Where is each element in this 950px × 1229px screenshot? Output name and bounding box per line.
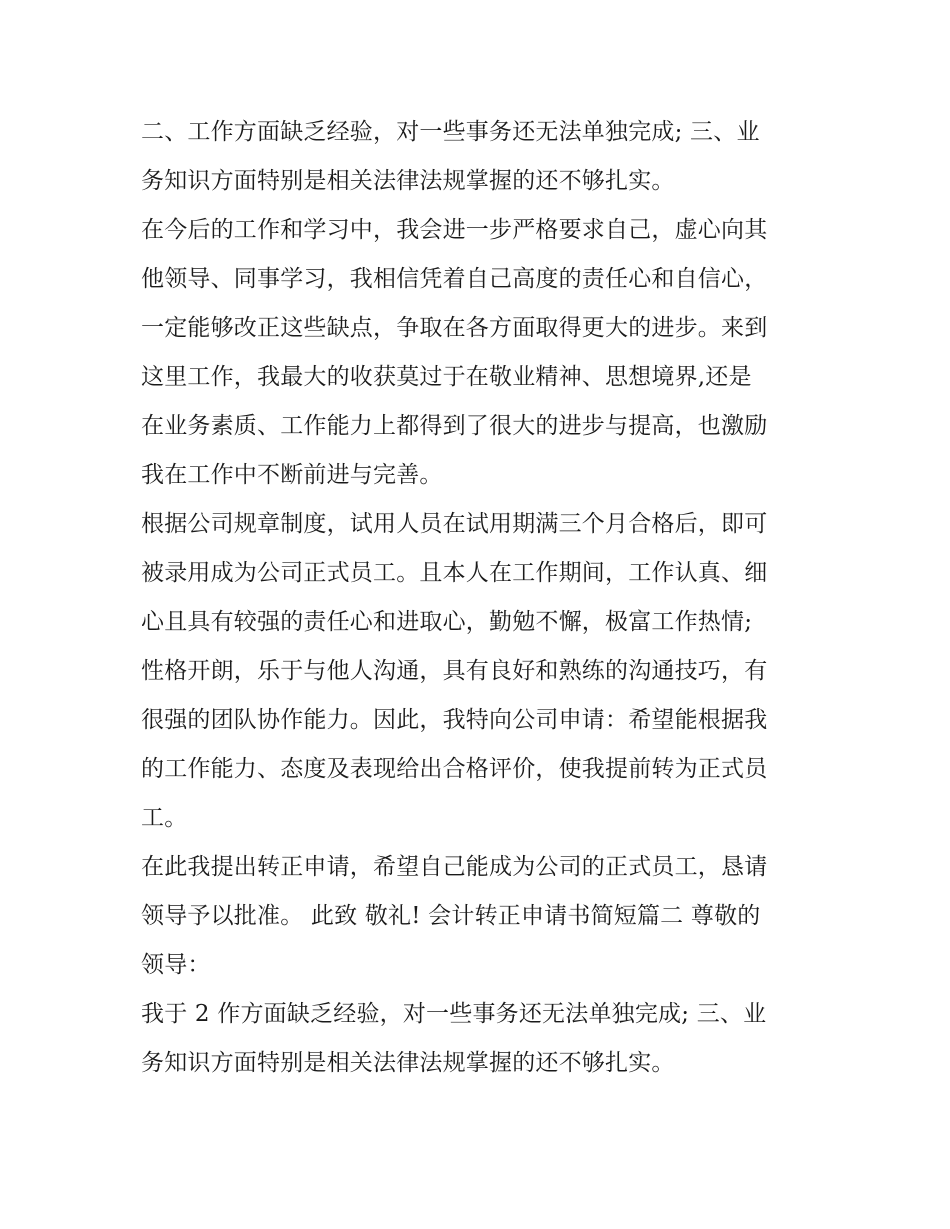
text-line: 心且具有较强的责任心和进取心，勤勉不懈，极富工作热情; bbox=[141, 609, 753, 635]
text-line: 在此我提出转正申请，希望自己能成为公司的正式员工，恳请 bbox=[141, 854, 768, 880]
text-line: 我于 2 作方面缺乏经验，对一些事务还无法单独完成; 三、业 bbox=[141, 1001, 767, 1027]
text-line: 性格开朗，乐于与他人沟通，具有良好和熟练的沟通技巧，有 bbox=[141, 658, 768, 684]
text-line: 领导予以批准。 此致 敬礼! 会计转正申请书简短篇二 尊敬的 bbox=[141, 903, 761, 929]
text-line: 这里工作，我最大的收获莫过于在敬业精神、思想境界,还是 bbox=[141, 364, 752, 390]
text-line: 在今后的工作和学习中，我会进一步严格要求自己，虚心向其 bbox=[141, 217, 768, 243]
text-line: 在业务素质、工作能力上都得到了很大的进步与提高，也激励 bbox=[141, 413, 768, 439]
text-line: 被录用成为公司正式员工。且本人在工作期间，工作认真、细 bbox=[141, 560, 768, 586]
text-line: 一定能够改正这些缺点，争取在各方面取得更大的进步。来到 bbox=[141, 315, 768, 341]
text-line: 他领导、同事学习，我相信凭着自己高度的责任心和自信心， bbox=[141, 266, 768, 292]
text-line: 二、工作方面缺乏经验，对一些事务还无法单独完成; 三、业 bbox=[141, 119, 760, 145]
text-line: 务知识方面特别是相关法律法规掌握的还不够扎实。 bbox=[141, 1050, 675, 1076]
text-line: 的工作能力、态度及表现给出合格评价，使我提前转为正式员 bbox=[141, 756, 768, 782]
document-body bbox=[141, 108, 821, 1088]
text-line: 务知识方面特别是相关法律法规掌握的还不够扎实。 bbox=[141, 168, 675, 194]
text-line: 很强的团队协作能力。因此，我特向公司申请：希望能根据我 bbox=[141, 707, 768, 733]
text-line: 根据公司规章制度，试用人员在试用期满三个月合格后，即可 bbox=[141, 511, 768, 537]
text-line: 领导： bbox=[141, 952, 211, 978]
text-line: 工。 bbox=[141, 805, 188, 831]
text-line: 我在工作中不断前进与完善。 bbox=[141, 462, 443, 488]
